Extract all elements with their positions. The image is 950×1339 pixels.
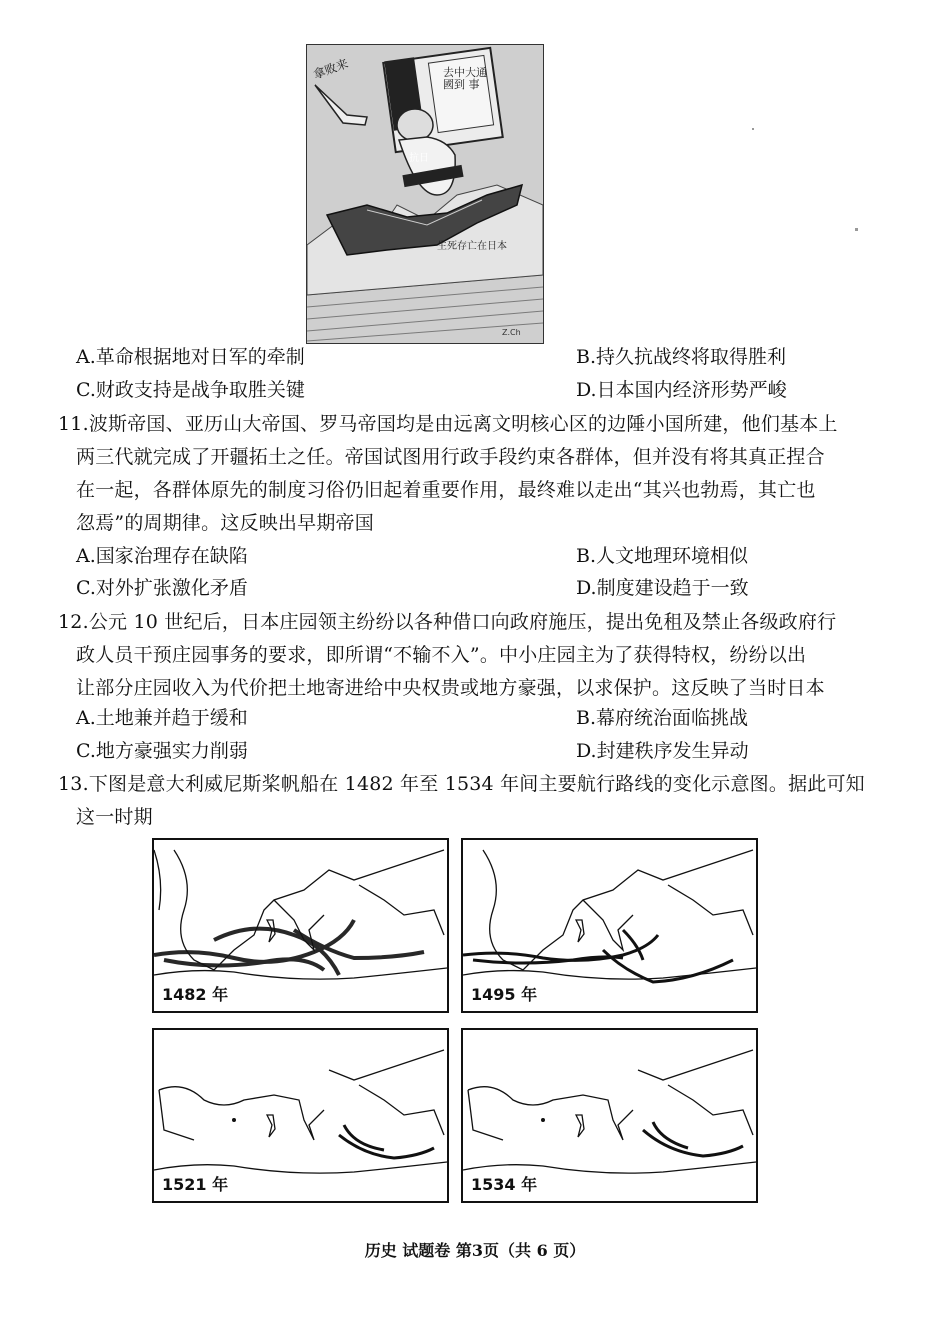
q11-option-b: B.人文地理环境相似 [576,545,749,567]
q10-option-b: B.持久抗战终将取得胜利 [576,346,787,368]
q10-option-d: D.日本国内经济形势严峻 [576,379,787,401]
map-1495 [461,838,758,1013]
q10-option-a: A.革命根据地对日军的牵制 [76,346,305,368]
q12-stem-line: 12.公元 10 世纪后，日本庄园领主纷纷以各种借口向政府施压，提出免租及禁止各级政府行 [58,611,837,633]
map-1521 [152,1028,449,1203]
q12-stem-line: 让部分庄园收入为代价把土地寄进给中央权贵或地方豪强，以求保护。这反映了当时日本 [76,677,825,699]
svg-text:Z.Ch: Z.Ch [502,328,521,337]
q10-option-c: C.财政支持是战争取胜关键 [76,379,305,401]
scan-speck [752,128,754,130]
q11-option-d: D.制度建设趋于一致 [576,577,749,599]
q11-stem-line: 11.波斯帝国、亚历山大帝国、罗马帝国均是由远离文明核心区的边陲小国所建，他们基本上 [58,413,838,435]
q12-option-b: B.幕府统治面临挑战 [576,707,749,729]
cartoon-label-belt: 抗日 [409,153,429,164]
map-year-label: 1482 年 [160,982,230,1005]
q12-option-a: A.土地兼并趋于缓和 [76,707,248,729]
q11-option-c: C.对外扩张激化矛盾 [76,577,248,599]
political-cartoon [306,44,544,344]
scan-speck [855,228,858,231]
q11-stem-line: 忽焉”的周期律。这反映出早期帝国 [76,512,374,534]
map-1534 [461,1028,758,1203]
cartoon-label-trumpet: 拿败来 [311,56,351,82]
q13-stem-line: 这一时期 [76,806,153,828]
route-maps-figure [152,838,762,1212]
map-1482 [152,838,449,1013]
cartoon-label-box: 去中大通 國到 事 [443,66,487,92]
map-year-label: 1534 年 [469,1172,539,1195]
q12-option-d: D.封建秩序发生异动 [576,740,749,762]
map-year-label: 1495 年 [469,982,539,1005]
q13-stem-line: 13.下图是意大利威尼斯桨帆船在 1482 年至 1534 年间主要航行路线的变化示意图。据此可知 [58,773,865,795]
q11-option-a: A.国家治理存在缺陷 [76,545,248,567]
q11-stem-line: 两三代就完成了开疆拓土之任。帝国试图用行政手段约束各群体，但并没有将其真正捏合 [76,446,825,468]
q11-stem-line: 在一起，各群体原先的制度习俗仍旧起着重要作用，最终难以走出“其兴也勃焉，其亡也 [76,479,816,501]
cartoon-label-pants: 生死存亡在日本 [437,241,507,252]
q12-option-c: C.地方豪强实力削弱 [76,740,248,762]
map-year-label: 1521 年 [160,1172,230,1195]
q12-stem-line: 政人员干预庄园事务的要求，即所谓“不输不入”。中小庄园主为了获得特权，纷纷以出 [76,644,807,666]
page-footer: 历史 试题卷 第3页（共 6 页） [364,1241,586,1260]
